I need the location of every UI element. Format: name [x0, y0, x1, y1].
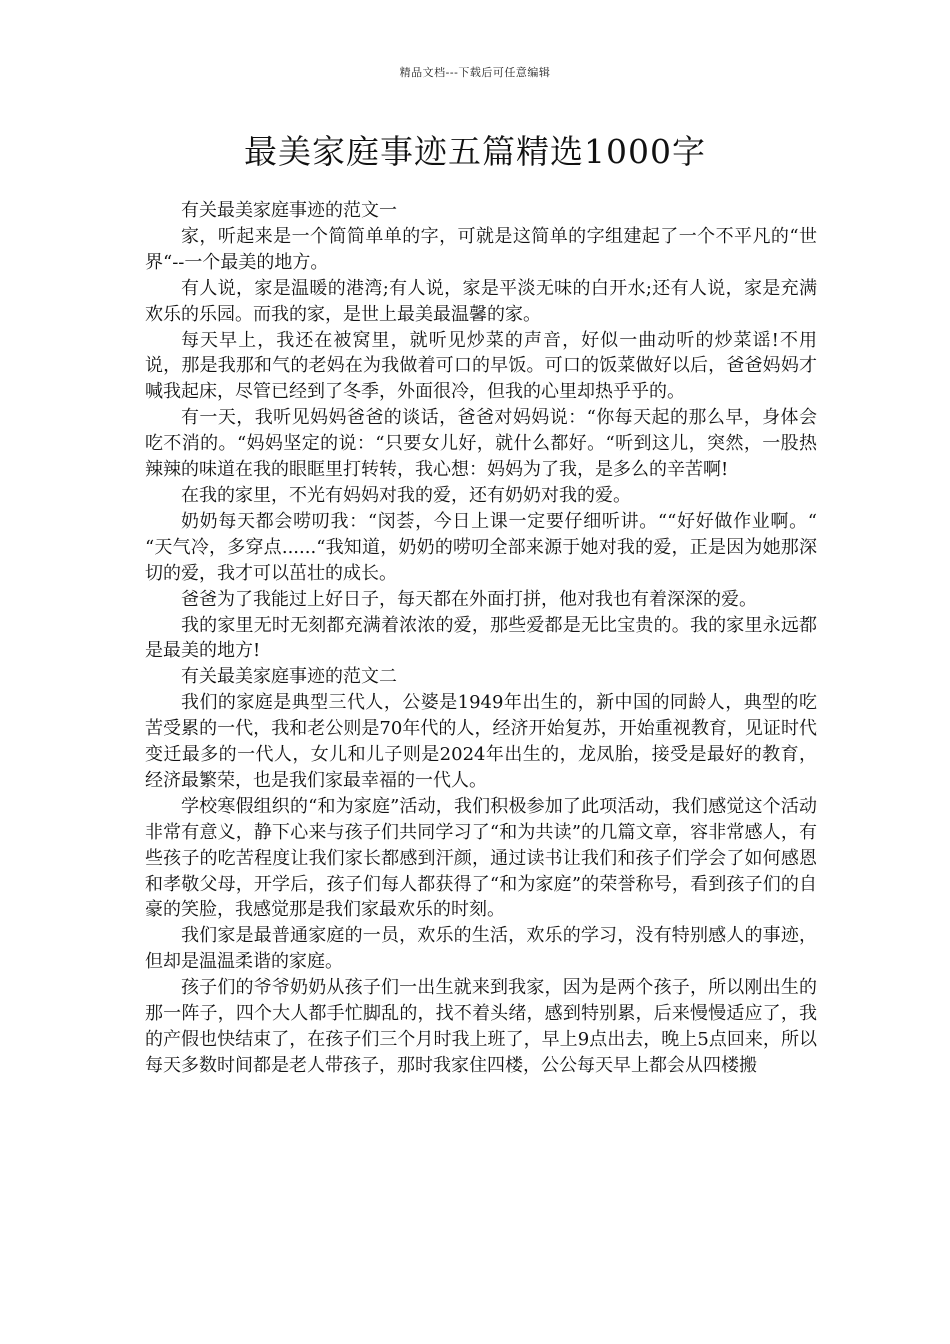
paragraph: 有关最美家庭事迹的范文一 — [181, 200, 397, 221]
document-body — [145, 198, 817, 1079]
paragraph: 奶奶每天都会唠叨我：“闵荟，今日上课一定要仔细听讲。““好好做作业啊。“ “天气冷，多穿点......“我知道，奶奶的唠叨全部来源于她对我的爱，正是因为她那深切的爱，我才可以茁壮的成长。 — [145, 510, 817, 584]
paragraph: 我的家里无时无刻都充满着浓浓的爱，那些爱都是无比宝贵的。我的家里永远都是最美的地方! — [145, 614, 817, 662]
paragraph: 我们的家庭是典型三代人，公婆是1949年出生的，新中国的同龄人，典型的吃苦受累的一代，我和老公则是70年代的人，经济开始复苏，开始重视教育，见证时代变迁最多的一代人，女儿和儿子则是2024年出生的，龙凤胎，接受是最好的教育，经济最繁荣，也是我们家最幸福的一代人。 — [145, 692, 817, 791]
document-title: 最美家庭事迹五篇精选1000字 — [244, 132, 706, 171]
header-note: 精品文档---下载后可任意编辑 — [399, 66, 551, 79]
paragraph: 孩子们的爷爷奶奶从孩子们一出生就来到我家，因为是两个孩子，所以刚出生的那一阵子，四个大人都手忙脚乱的，找不着头绪，感到特别累，后来慢慢适应了，我的产假也快结束了，在孩子们三个月时我上班了，早上9点出去，晚上5点回来，所以每天多数时间都是老人带孩子，那时我家住四楼，公公每天早上都会从四楼搬 — [145, 977, 817, 1076]
paragraph: 有人说，家是温暖的港湾;有人说，家是平淡无味的白开水;还有人说，家是充满欢乐的乐园。而我的家，是世上最美最温馨的家。 — [145, 277, 817, 325]
paragraph: 在我的家里，不光有妈妈对我的爱，还有奶奶对我的爱。 — [181, 484, 631, 506]
paragraph: 爸爸为了我能过上好日子，每天都在外面打拼，他对我也有着深深的爱。 — [181, 588, 757, 610]
paragraph: 有一天，我听见妈妈爸爸的谈话，爸爸对妈妈说：“你每天起的那么早，身体会吃不消的。“妈妈坚定的说：“只要女儿好，就什么都好。“听到这儿，突然，一股热辣辣的味道在我的眼眶里打转转，我心想：妈妈为了我，是多么的辛苦啊! — [145, 407, 817, 481]
paragraph: 有关最美家庭事迹的范文二 — [181, 666, 397, 688]
paragraph: 每天早上，我还在被窝里，就听见炒菜的声音，好似一曲动听的炒菜谣!不用说，那是我那和气的老妈在为我做着可口的早饭。可口的饭菜做好以后，爸爸妈妈才喊我起床，尽管已经到了冬季，外面很冷，但我的心里却热乎乎的。 — [145, 329, 817, 403]
paragraph: 家，听起来是一个简简单单的字，可就是这简单的字组建起了一个不平凡的“世界“--一个最美的地方。 — [145, 225, 817, 273]
paragraph: 我们家是最普通家庭的一员，欢乐的生活，欢乐的学习，没有特别感人的事迹，但却是温温柔谐的家庭。 — [145, 925, 817, 973]
paragraph: 学校寒假组织的“和为家庭”活动，我们积极参加了此项活动，我们感觉这个活动非常有意义，静下心来与孩子们共同学习了“和为共读”的几篇文章，容非常感人，有些孩子的吃苦程度让我们家长都感到汗颜，通过读书让我们和孩子们学会了如何感恩和孝敬父母，开学后，孩子们每人都获得了“和为家庭”的荣誉称号，看到孩子们的自豪的笑脸，我感觉那是我们家最欢乐的时刻。 — [145, 795, 817, 921]
